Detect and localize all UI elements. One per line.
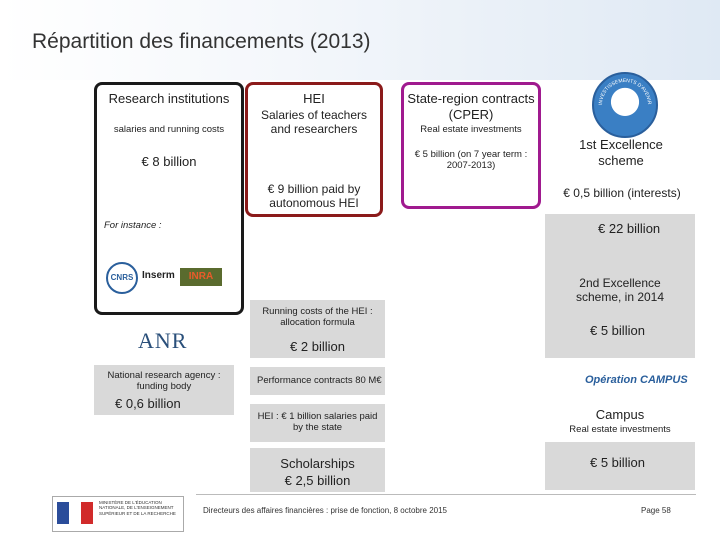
- svg-text:INVESTISSEMENTS D'AVENIR: [598, 78, 652, 105]
- excellence2-amount: € 5 billion: [590, 323, 645, 338]
- running-amount: € 2 billion: [290, 339, 345, 354]
- anr-title: National research agency : funding body: [107, 370, 221, 393]
- hei-title: HEI: [303, 91, 325, 106]
- hei-sub: Salaries of teachers and researchers: [260, 108, 368, 137]
- research-amount: € 8 billion: [141, 154, 197, 169]
- research-title: Research institutions: [108, 91, 230, 106]
- cnrs-logo: CNRS: [106, 262, 138, 294]
- research-sub: salaries and running costs: [113, 124, 225, 135]
- campus-amount: € 5 billion: [590, 455, 645, 470]
- scholarships-title: Scholarships: [280, 456, 355, 471]
- campus-title: Campus: [595, 407, 645, 422]
- page-title: Répartition des financements (2013): [32, 30, 371, 53]
- excellence1-interest: € 0,5 billion (interests): [563, 186, 681, 200]
- hei-salaries: HEI : € 1 billion salaries paid by the state: [257, 411, 378, 434]
- hei-note: € 9 billion paid by autonomous HEI: [267, 182, 361, 211]
- excellence1-total: € 22 billion: [598, 221, 661, 236]
- investissements-logo-label: INVESTISSEMENTS D'AVENIR: [597, 77, 653, 106]
- page-number: Page 58: [641, 506, 671, 515]
- cper-sub: Real estate investments: [420, 124, 522, 135]
- performance-label: Performance contracts 80 M€: [257, 375, 382, 386]
- footer-divider: [196, 494, 696, 495]
- anr-amount: € 0,6 billion: [115, 396, 181, 411]
- french-flag-icon: [57, 502, 93, 524]
- inra-logo: INRA: [180, 268, 222, 286]
- excellence2-bg: [545, 258, 695, 358]
- ministry-logo: [52, 496, 184, 532]
- campus-logo: Opération CAMPUS: [585, 374, 688, 386]
- investissements-avenir-text: [592, 72, 658, 138]
- for-instance-label: For instance :: [104, 220, 162, 231]
- anr-logo: ANR: [138, 328, 188, 353]
- excellence1-title: 1st Excellence scheme: [579, 137, 663, 168]
- running-title: Running costs of the HEI : allocation formula: [262, 306, 373, 329]
- inserm-logo: Inserm: [142, 270, 175, 281]
- scholarships-amount: € 2,5 billion: [284, 473, 351, 488]
- excellence2-title: 2nd Excellence scheme, in 2014: [575, 276, 665, 305]
- cper-title: State-region contracts (CPER): [407, 91, 535, 122]
- ministry-label: MINISTÈRE DE L'ÉDUCATION NATIONALE, DE L'ENSEIGNEMENT SUPÉRIEUR ET DE LA RECHERCHE: [99, 500, 176, 516]
- footer-text: Directeurs des affaires financières : prise de fonction, 8 octobre 2015: [203, 506, 447, 515]
- cper-amount: € 5 billion (on 7 year term : 2007-2013): [414, 149, 528, 172]
- campus-sub: Real estate investments: [569, 424, 671, 435]
